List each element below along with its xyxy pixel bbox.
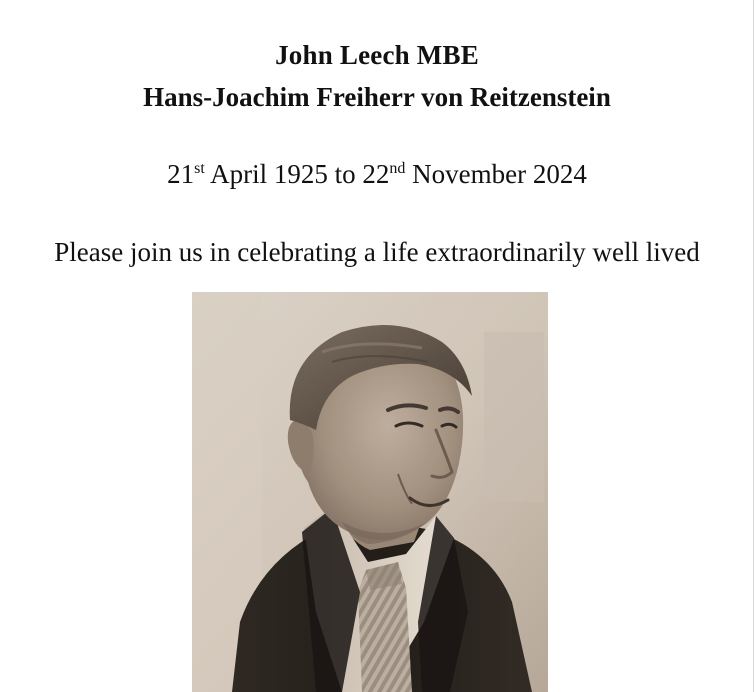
death-rest: November 2024 <box>405 159 587 189</box>
birth-rest: April 1925 to <box>204 159 363 189</box>
portrait-illustration <box>192 292 548 692</box>
birth-day: 21 <box>167 159 195 189</box>
portrait-photo <box>192 292 548 692</box>
name-primary: John Leech MBE <box>275 40 479 70</box>
life-dates <box>0 156 754 192</box>
birth-day-suffix: st <box>194 160 205 177</box>
invitation-text: Please join us in celebrating a life extraordinarily well lived <box>54 237 700 267</box>
death-day-suffix: nd <box>389 160 406 177</box>
death-day: 22 <box>362 159 390 189</box>
sepia-overlay <box>192 292 548 692</box>
name-secondary: Hans-Joachim Freiherr von Reitzenstein <box>143 82 611 112</box>
